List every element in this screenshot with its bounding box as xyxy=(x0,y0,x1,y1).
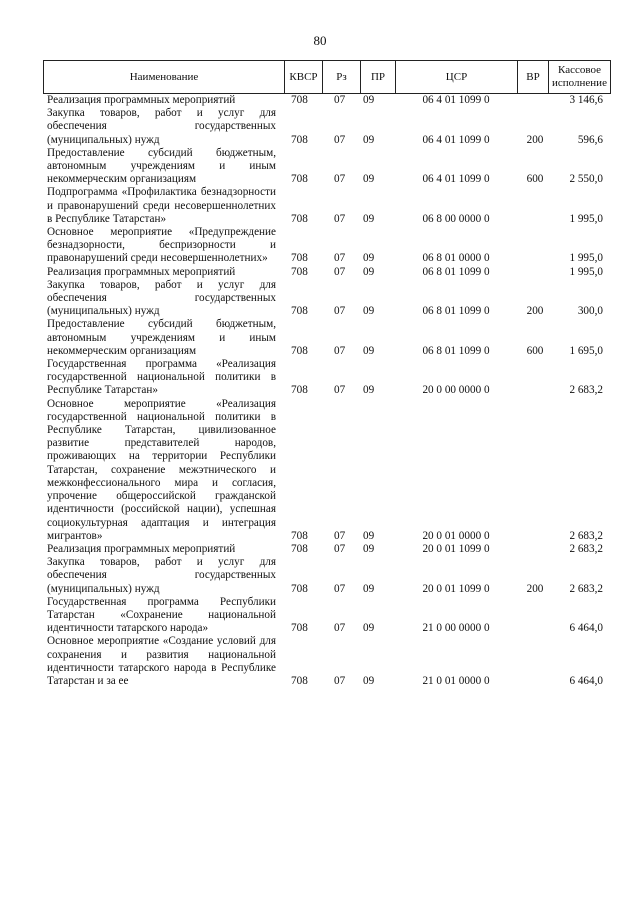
row-rz: 07 xyxy=(334,173,346,186)
row-csr: 06 8 00 0000 0 xyxy=(422,212,490,225)
row-vr: 200 xyxy=(526,133,544,146)
header-rz: Рз xyxy=(323,61,361,93)
row-pr: 09 xyxy=(363,582,375,595)
row-kvsr: 708 xyxy=(291,529,308,542)
row-name: Предоставление субсидий бюджетным, автономным учреждениям и иным некоммерческим организациям xyxy=(47,146,276,186)
row-sum: 6 464,0 xyxy=(569,622,603,635)
row-name: Реализация программных мероприятий xyxy=(47,94,236,106)
row-csr: 06 8 01 1099 0 xyxy=(422,305,490,318)
row-pr: 09 xyxy=(363,384,375,397)
row-vr: 600 xyxy=(526,173,544,186)
row-pr: 09 xyxy=(363,173,375,186)
row-rz: 07 xyxy=(334,582,346,595)
row-csr: 21 0 01 0000 0 xyxy=(422,674,490,687)
row-pr: 09 xyxy=(363,212,375,225)
table-row xyxy=(43,186,611,226)
row-sum: 1 695,0 xyxy=(569,344,603,357)
row-pr: 09 xyxy=(363,305,375,318)
row-kvsr: 708 xyxy=(291,384,308,397)
row-kvsr: 708 xyxy=(291,265,308,278)
row-rz: 07 xyxy=(334,305,346,318)
header-csr: ЦСР xyxy=(396,61,518,93)
row-pr: 09 xyxy=(363,252,375,265)
row-rz: 07 xyxy=(334,529,346,542)
row-pr: 09 xyxy=(363,265,375,278)
row-name: Реализация программных мероприятий xyxy=(47,542,236,555)
row-vr: 200 xyxy=(526,305,544,318)
header-vr: ВР xyxy=(518,61,549,93)
row-rz: 07 xyxy=(334,384,346,397)
row-csr: 06 8 01 0000 0 xyxy=(422,252,490,265)
row-rz: 07 xyxy=(334,133,346,146)
header-kvsr: КВСР xyxy=(285,61,323,93)
row-pr: 09 xyxy=(363,542,375,555)
row-name: Реализация программных мероприятий xyxy=(47,265,236,278)
row-rz: 07 xyxy=(334,265,346,278)
row-name: Закупка товаров, работ и услуг для обеспечения государственных (муниципальных) нужд xyxy=(47,107,276,146)
row-sum: 2 683,2 xyxy=(569,542,603,555)
row-rz: 07 xyxy=(334,212,346,225)
table-body xyxy=(43,94,611,688)
row-csr: 06 8 01 1099 0 xyxy=(422,265,490,278)
row-rz: 07 xyxy=(334,252,346,265)
row-kvsr: 708 xyxy=(291,674,308,687)
row-sum: 596,6 xyxy=(577,133,603,146)
row-csr: 20 0 01 0000 0 xyxy=(422,529,490,542)
row-name: Закупка товаров, работ и услуг для обеспечения государственных (муниципальных) нужд xyxy=(47,556,276,595)
row-sum: 2 683,2 xyxy=(569,529,603,542)
row-pr: 09 xyxy=(363,344,375,357)
row-name: Основное мероприятие «Реализация государственной национальной политики в Республике Татарстан, цивилизованное развитие представителей народов, проживающих на территории Республики Татарстан, сохранение межэтнического и межконфессионального мира и согласия, упрочение общероссийской гражданской идентичности (российской нации), успешная социокультурная адаптация и интеграция мигрантов» xyxy=(47,397,276,542)
row-vr: 200 xyxy=(526,582,544,595)
table-row xyxy=(43,226,611,266)
table-row xyxy=(43,318,611,358)
row-kvsr: 708 xyxy=(291,94,308,106)
row-sum: 2 550,0 xyxy=(569,173,603,186)
row-rz: 07 xyxy=(334,542,346,555)
table-row xyxy=(43,635,611,688)
row-name: Предоставление субсидий бюджетным, автономным учреждениям и иным некоммерческим организациям xyxy=(47,318,276,357)
row-kvsr: 708 xyxy=(291,133,308,146)
row-rz: 07 xyxy=(334,622,346,635)
table-row xyxy=(43,107,611,147)
table-row xyxy=(43,358,611,398)
row-csr: 20 0 01 1099 0 xyxy=(422,582,490,595)
row-name: Подпрограмма «Профилактика безнадзорности и правонарушений среди несовершеннолетних в Республике Татарстан» xyxy=(47,186,276,225)
row-sum: 2 683,2 xyxy=(569,384,603,397)
row-vr: 600 xyxy=(526,344,544,357)
row-kvsr: 708 xyxy=(291,582,308,595)
row-sum: 6 464,0 xyxy=(569,674,603,687)
row-csr: 06 4 01 1099 0 xyxy=(422,94,490,106)
header-sum: Кассовое исполнение xyxy=(552,64,607,89)
row-sum: 2 683,2 xyxy=(569,582,603,595)
table-row xyxy=(43,556,611,596)
table-row xyxy=(43,279,611,319)
row-rz: 07 xyxy=(334,344,346,357)
row-pr: 09 xyxy=(363,622,375,635)
row-sum: 1 995,0 xyxy=(569,252,603,265)
budget-table xyxy=(43,60,611,688)
row-csr: 06 4 01 1099 0 xyxy=(422,173,490,186)
row-sum: 1 995,0 xyxy=(569,212,603,225)
row-csr: 06 8 01 1099 0 xyxy=(422,344,490,357)
row-pr: 09 xyxy=(363,94,375,106)
row-kvsr: 708 xyxy=(291,344,308,357)
page-number: 80 xyxy=(313,33,327,48)
row-pr: 09 xyxy=(363,133,375,146)
row-kvsr: 708 xyxy=(291,622,308,635)
table-row xyxy=(43,94,611,107)
table-row xyxy=(43,596,611,636)
row-name: Основное мероприятие «Предупреждение безнадзорности, беспризорности и правонарушений среди несовершеннолетних» xyxy=(47,226,276,265)
table-row xyxy=(43,266,611,279)
row-sum: 300,0 xyxy=(577,305,603,318)
header-name: Наименование xyxy=(44,61,285,93)
row-kvsr: 708 xyxy=(291,173,308,186)
row-name: Закупка товаров, работ и услуг для обеспечения государственных (муниципальных) нужд xyxy=(47,278,276,318)
row-csr: 20 0 01 1099 0 xyxy=(422,542,490,555)
table-row xyxy=(43,543,611,556)
row-name: Государственная программа Республики Татарстан «Сохранение национальной идентичности татарского народа» xyxy=(47,595,276,635)
row-sum: 1 995,0 xyxy=(569,265,603,278)
row-csr: 06 4 01 1099 0 xyxy=(422,133,490,146)
row-kvsr: 708 xyxy=(291,542,308,555)
table-header xyxy=(43,60,611,94)
row-kvsr: 708 xyxy=(291,305,308,318)
row-kvsr: 708 xyxy=(291,252,308,265)
row-kvsr: 708 xyxy=(291,212,308,225)
row-csr: 21 0 00 0000 0 xyxy=(422,622,490,635)
row-name: Основное мероприятие «Создание условий для сохранения и развития национальной идентичности татарского народа в Республике Татарстан и за ее xyxy=(47,635,276,687)
row-pr: 09 xyxy=(363,529,375,542)
row-rz: 07 xyxy=(334,94,346,106)
table-row xyxy=(43,147,611,187)
row-rz: 07 xyxy=(334,674,346,687)
row-csr: 20 0 00 0000 0 xyxy=(422,384,490,397)
row-sum: 3 146,6 xyxy=(569,94,603,106)
row-pr: 09 xyxy=(363,674,375,687)
row-name: Государственная программа «Реализация государственной национальной политики в Республике Татарстан» xyxy=(47,358,276,397)
table-row xyxy=(43,398,611,543)
header-pr: ПР xyxy=(361,61,396,93)
